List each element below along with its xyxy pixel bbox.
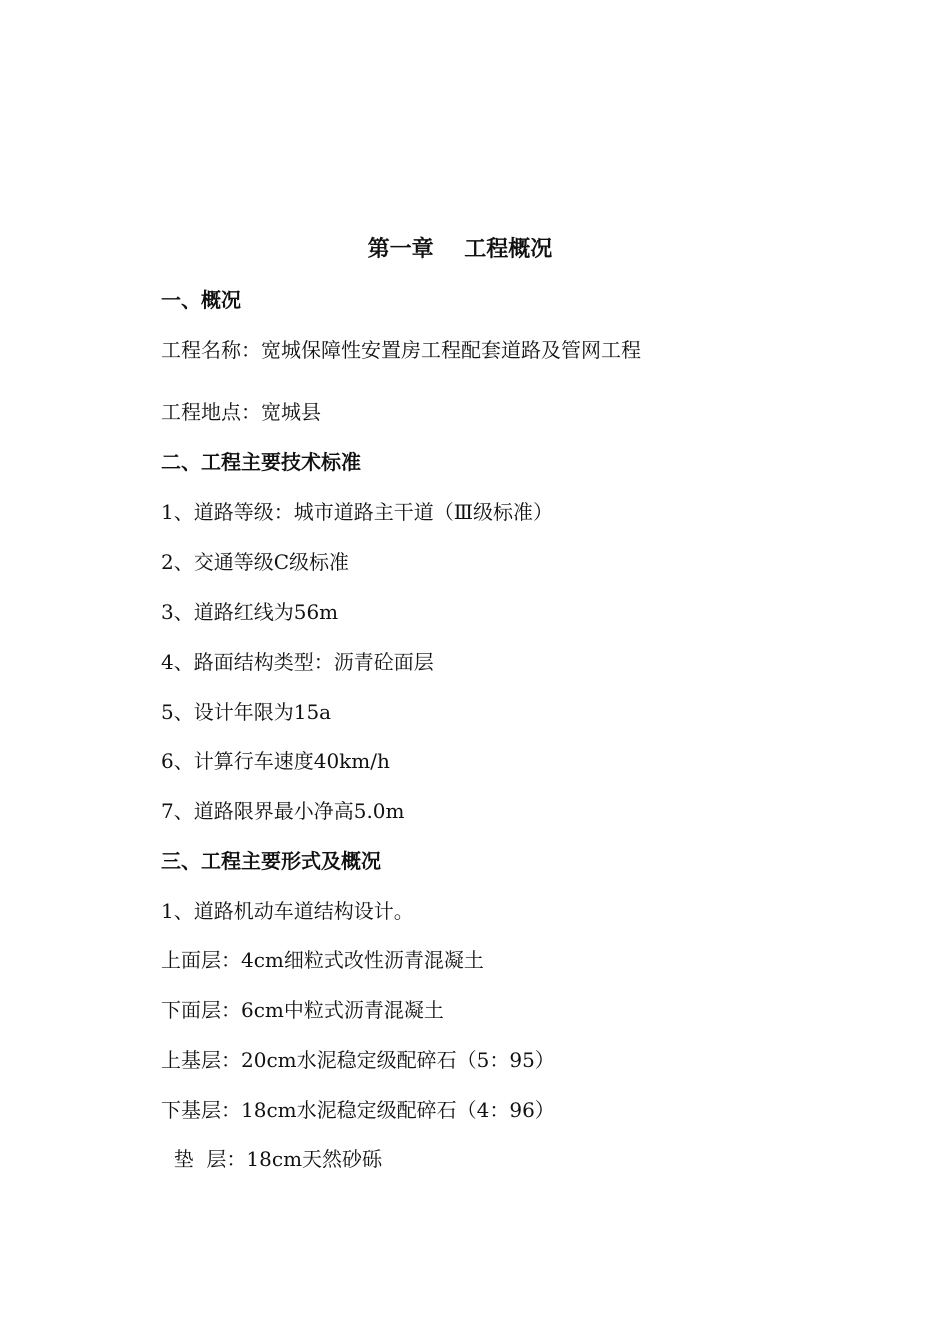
layer-item: 下面层：6cm中粒式沥青混凝土 [161, 998, 444, 1022]
standard-item: 6、计算行车速度40km/h [161, 749, 390, 773]
layer-item: 上基层：20cm水泥稳定级配碎石（5：95） [161, 1048, 555, 1072]
section-heading-standards: 二、工程主要技术标准 [161, 450, 361, 474]
standard-item: 7、道路限界最小净高5.0m [161, 799, 405, 823]
standard-item: 5、设计年限为15a [161, 700, 332, 724]
layer-item: 垫 层：18cm天然砂砾 [161, 1147, 383, 1171]
structure-intro-line: 1、道路机动车道结构设计。 [161, 899, 414, 923]
section-heading-overview: 一、概况 [161, 288, 241, 312]
standard-item: 4、路面结构类型：沥青砼面层 [161, 650, 434, 674]
layer-item: 上面层：4cm细粒式改性沥青混凝土 [161, 948, 484, 972]
standard-item: 1、道路等级：城市道路主干道（Ⅲ级标准） [161, 500, 554, 524]
standard-item: 3、道路红线为56m [161, 600, 339, 624]
project-name-line: 工程名称：宽城保障性安置房工程配套道路及管网工程 [161, 338, 641, 362]
project-location-line: 工程地点：宽城县 [161, 400, 321, 424]
section-heading-forms: 三、工程主要形式及概况 [161, 849, 381, 873]
layer-item: 下基层：18cm水泥稳定级配碎石（4：96） [161, 1098, 555, 1122]
standard-item: 2、交通等级C级标准 [161, 550, 350, 574]
chapter-title: 第一章 工程概况 [367, 237, 553, 262]
